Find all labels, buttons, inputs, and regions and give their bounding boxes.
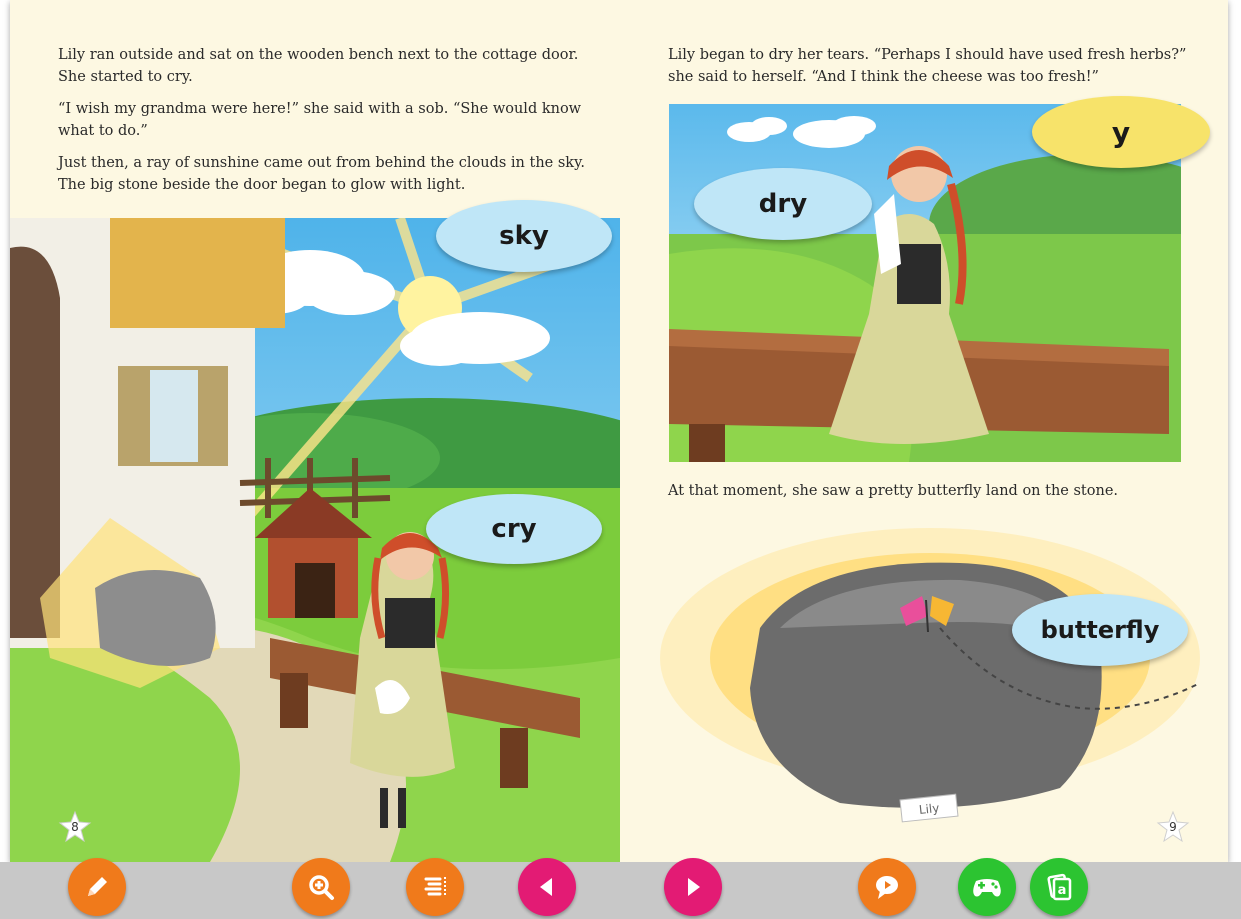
pencil-button[interactable]: [68, 858, 126, 916]
page-8-text: [58, 44, 588, 206]
speech-button[interactable]: [858, 858, 916, 916]
page-number-8: [58, 810, 92, 844]
svg-text:Lily: Lily: [918, 800, 941, 818]
zoom-in-icon: [306, 872, 336, 902]
text-lines-button[interactable]: [406, 858, 464, 916]
word-bubble-y[interactable]: y: [1032, 96, 1210, 168]
word-bubble-cry[interactable]: cry: [426, 494, 602, 564]
game-button[interactable]: [958, 858, 1016, 916]
page-number-label: 9: [1169, 820, 1177, 834]
pencil-icon: [82, 872, 112, 902]
page-9-caption: At that moment, she saw a pretty butterfly land on the stone.: [668, 483, 1119, 499]
next-page-button[interactable]: [664, 858, 722, 916]
previous-icon: [532, 872, 562, 902]
word-bubble-dry[interactable]: dry: [694, 168, 872, 240]
illustration-glowing-stone: [660, 508, 1220, 862]
word-cards-button[interactable]: [1030, 858, 1088, 916]
word-bubble-butterfly[interactable]: butterfly: [1012, 594, 1188, 666]
reader-toolbar: [0, 862, 1241, 919]
page-9: [620, 0, 1228, 862]
paragraph: Lily began to dry her tears. “Perhaps I should have used fresh herbs?” she said to herself. “And I think the cheese was too fresh!”: [668, 47, 1187, 85]
svg-text:a: a: [1057, 883, 1067, 898]
paragraph: Lily ran outside and sat on the wooden bench next to the cottage door. She started to cry.: [58, 47, 579, 85]
gamepad-icon: [970, 872, 1004, 902]
page-number-9: [1156, 810, 1190, 844]
next-icon: [678, 872, 708, 902]
paragraph: “I wish my grandma were here!” she said with a sob. “She would know what to do.”: [58, 101, 582, 139]
page-9-text: [668, 44, 1198, 98]
zoom-in-button[interactable]: [292, 858, 350, 916]
paragraph: Just then, a ray of sunshine came out from behind the clouds in the sky. The big stone beside the door began to glow with light.: [58, 155, 585, 193]
page-number-label: 8: [71, 820, 79, 834]
speech-bubble-icon: [872, 872, 902, 902]
glowing-stone-image: [660, 508, 1220, 862]
word-bubble-sky[interactable]: sky: [436, 200, 612, 272]
previous-page-button[interactable]: [518, 858, 576, 916]
text-lines-icon: [420, 872, 450, 902]
page-8: [10, 0, 620, 862]
cards-icon: [1044, 872, 1074, 902]
storybook-spread: [10, 0, 1228, 862]
